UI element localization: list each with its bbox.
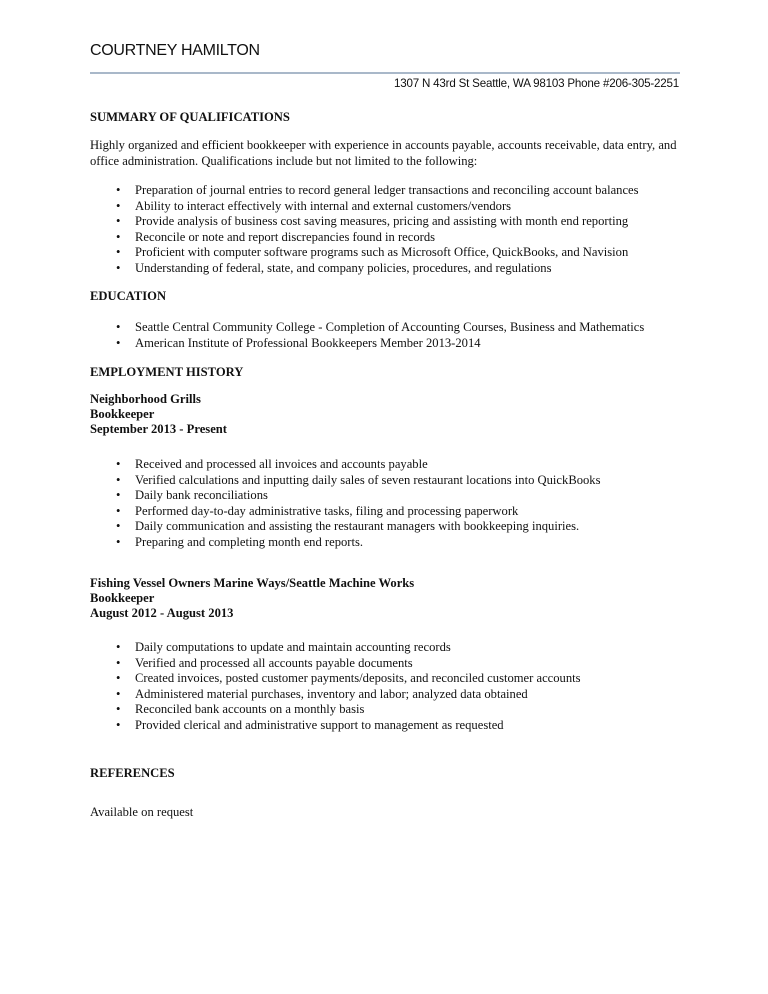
list-item-text: Preparing and completing month end reports. xyxy=(135,534,364,549)
list-item xyxy=(90,245,639,261)
list-item xyxy=(90,504,601,520)
list-item xyxy=(90,671,581,687)
list-item xyxy=(90,230,639,246)
job-2-bullets xyxy=(90,640,581,734)
job-dates: September 2013 - Present xyxy=(90,422,227,436)
bullet-icon: • xyxy=(116,320,121,334)
summary-paragraph xyxy=(90,137,690,169)
job-company: Neighborhood Grills xyxy=(90,392,201,406)
summary-bullets xyxy=(90,183,639,277)
list-item-text: Administered material purchases, inventory and labor; analyzed data obtained xyxy=(135,686,528,701)
list-item xyxy=(90,473,601,489)
list-item-text: Performed day-to-day administrative tasks, filing and processing paperwork xyxy=(135,503,519,518)
list-item-text: Preparation of journal entries to record general ledger transactions and reconciling account balances xyxy=(135,183,639,197)
list-item xyxy=(90,183,639,199)
list-item-text: Received and processed all invoices and accounts payable xyxy=(135,457,428,471)
list-item-text: Daily bank reconciliations xyxy=(135,488,268,503)
summary-line-2: office administration. Qualifications include but not limited to the following: xyxy=(90,154,478,168)
bullet-icon: • xyxy=(116,229,121,244)
bullet-icon: • xyxy=(116,702,121,717)
list-item-text: Created invoices, posted customer payments/deposits, and reconciled customer accounts xyxy=(135,671,581,686)
list-item xyxy=(90,320,644,336)
list-item xyxy=(90,640,581,656)
bullet-icon: • xyxy=(116,245,121,260)
list-item-text: Seattle Central Community College - Completion of Accounting Courses, Business and Mathematics xyxy=(135,320,645,334)
bullet-icon: • xyxy=(116,640,121,654)
list-item-text: American Institute of Professional Bookkeepers Member 2013-2014 xyxy=(135,335,481,350)
job-1-bullets xyxy=(90,457,601,551)
list-item xyxy=(90,687,581,703)
bullet-icon: • xyxy=(116,335,121,350)
summary-line-1: Highly organized and efficient bookkeeper with experience in accounts payable, accounts receivable, data entry, and xyxy=(90,138,677,152)
list-item xyxy=(90,718,581,734)
bullet-icon: • xyxy=(116,198,121,213)
header-divider xyxy=(90,72,680,74)
list-item xyxy=(90,656,581,672)
list-item-text: Understanding of federal, state, and company policies, procedures, and regulations xyxy=(135,260,552,275)
job-company: Fishing Vessel Owners Marine Ways/Seattle Machine Works xyxy=(90,576,415,590)
list-item xyxy=(90,519,601,535)
list-item-text: Reconcile or note and report discrepancies found in records xyxy=(135,229,436,244)
summary-heading: SUMMARY OF QUALIFICATIONS xyxy=(90,110,290,124)
bullet-icon: • xyxy=(116,472,121,487)
job-2-header xyxy=(90,576,414,621)
candidate-name: COURTNEY HAMILTON xyxy=(90,42,260,59)
references-heading: REFERENCES xyxy=(90,766,175,780)
job-title: Bookkeeper xyxy=(90,591,155,605)
contact-info: 1307 N 43rd St Seattle, WA 98103 Phone #206-305-2251 xyxy=(393,77,679,90)
bullet-icon: • xyxy=(116,183,121,197)
list-item xyxy=(90,261,639,277)
job-dates: August 2012 - August 2013 xyxy=(90,606,234,620)
bullet-icon: • xyxy=(116,655,121,670)
bullet-icon: • xyxy=(116,671,121,686)
list-item xyxy=(90,336,644,352)
list-item-text: Provided clerical and administrative support to management as requested xyxy=(135,717,504,732)
job-1-header xyxy=(90,392,227,437)
list-item xyxy=(90,214,639,230)
bullet-icon: • xyxy=(116,488,121,503)
bullet-icon: • xyxy=(116,503,121,518)
list-item-text: Ability to interact effectively with internal and external customers/vendors xyxy=(135,198,512,213)
bullet-icon: • xyxy=(116,260,121,275)
bullet-icon: • xyxy=(116,214,121,229)
list-item-text: Daily computations to update and maintain accounting records xyxy=(135,640,451,654)
education-heading: EDUCATION xyxy=(90,289,167,303)
list-item-text: Verified and processed all accounts payable documents xyxy=(135,655,413,670)
list-item-text: Verified calculations and inputting daily sales of seven restaurant locations into QuickBooks xyxy=(135,472,601,487)
list-item-text: Proficient with computer software programs such as Microsoft Office, QuickBooks, and Navision xyxy=(135,245,629,260)
list-item-text: Daily communication and assisting the restaurant managers with bookkeeping inquiries. xyxy=(135,519,580,534)
list-item xyxy=(90,457,601,473)
bullet-icon: • xyxy=(116,519,121,534)
employment-heading: EMPLOYMENT HISTORY xyxy=(90,365,244,379)
list-item xyxy=(90,702,581,718)
job-title: Bookkeeper xyxy=(90,407,155,421)
bullet-icon: • xyxy=(116,686,121,701)
list-item-text: Provide analysis of business cost saving measures, pricing and assisting with month end reporting xyxy=(135,214,629,229)
list-item xyxy=(90,199,639,215)
education-bullets xyxy=(90,320,644,351)
bullet-icon: • xyxy=(116,717,121,732)
bullet-icon: • xyxy=(116,457,121,471)
list-item xyxy=(90,535,601,551)
bullet-icon: • xyxy=(116,534,121,549)
references-text: Available on request xyxy=(90,805,194,819)
list-item xyxy=(90,488,601,504)
list-item-text: Reconciled bank accounts on a monthly basis xyxy=(135,702,365,717)
